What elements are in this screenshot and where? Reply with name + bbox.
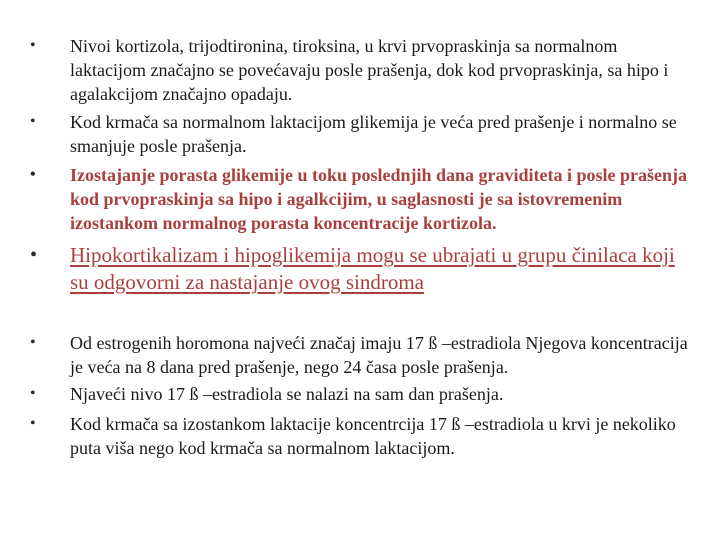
bullet-icon: •	[30, 166, 36, 183]
bullet-text: Kod krmača sa normalnom laktacijom glikemija je veća pred prašenje i normalno se smanjuje posle prašenja.	[70, 112, 677, 156]
bullet-text: Kod krmača sa izostankom laktacije koncentrcija 17 ß –estradiola u krvi je nekoliko puta viša nego kod krmača sa normalnom laktacijom.	[70, 414, 676, 458]
bullet-icon: •	[30, 334, 36, 351]
bullet-text: Nivoi kortizola, trijodtironina, tiroksina, u krvi prvopraskinja sa normalnom laktacijom značajno se povećavaju posle prašenja, dok kod prvopraskinja, sa hipo i agalakcijom značajno opadaju.	[70, 36, 669, 104]
bullet-icon: •	[30, 113, 36, 130]
bullet-icon: •	[30, 385, 36, 402]
bullet-icon: •	[30, 37, 36, 54]
bullet-text: Izostajanje porasta glikemije u toku poslednjih dana graviditeta i posle prašenja kod prvopraskinja sa hipo i agalkcijim, u saglasnosti je sa istovremenim izostankom normalnog porasta koncentracije kortizola.	[70, 165, 688, 233]
bullet-icon: •	[30, 415, 36, 432]
bullet-icon: •	[30, 244, 38, 266]
bullet-text: Njaveći nivo 17 ß –estradiola se nalazi na sam dan prašenja.	[70, 384, 504, 404]
bullet-text-highlight: Hipokortikalizam i hipoglikemija mogu se ubrajati u grupu činilaca koji su odgovorni za nastajanje ovog sindroma	[70, 243, 675, 294]
bullet-text: Od estrogenih horomona najveći značaj imaju 17 ß –estradiola Njegova koncentracija je veća na 8 dana pred prašenje, nego 24 časa posle prašenja.	[70, 333, 688, 377]
